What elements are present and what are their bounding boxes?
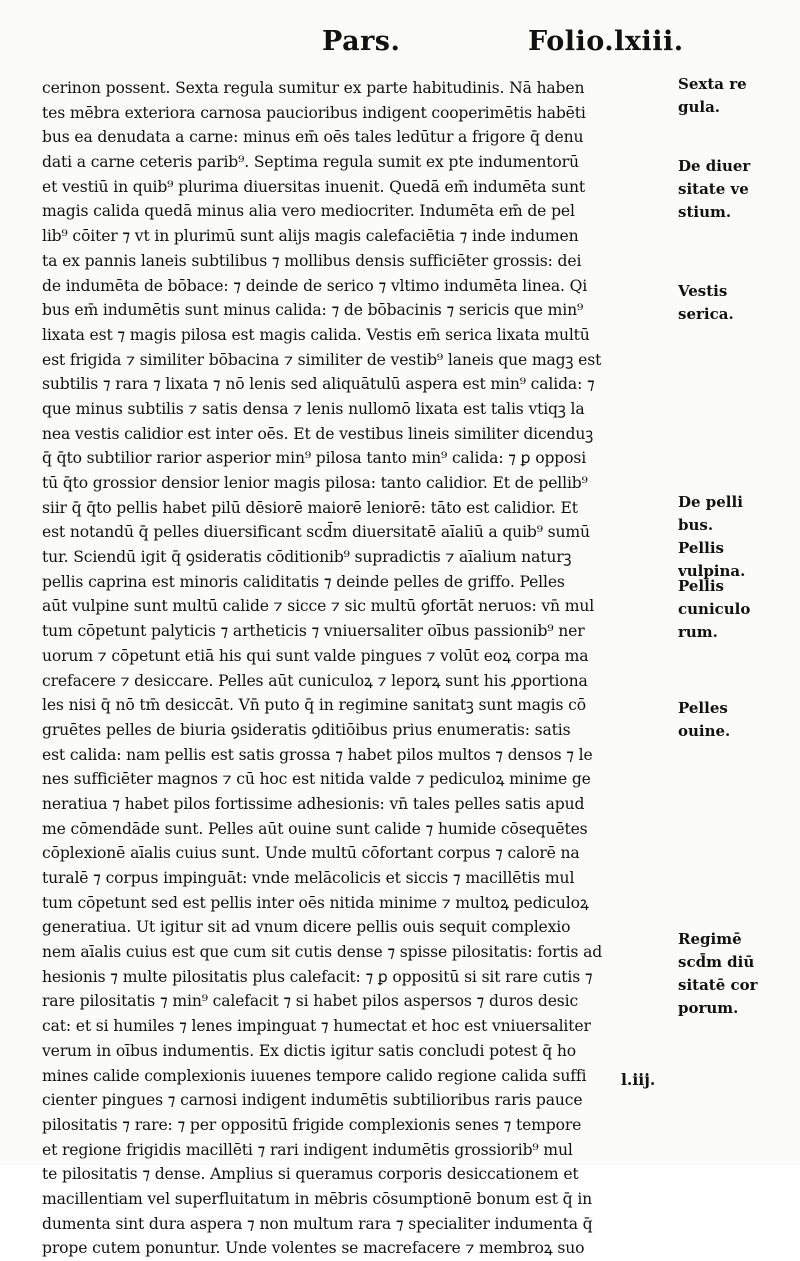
text-line: nes sufficiēter magnos ⁊ cū hoc est nitida valde ⁊ pediculoꝝ minime ge [42, 770, 591, 789]
marginalia-column [678, 0, 796, 1165]
margin-note-vestis-serica [678, 280, 796, 326]
text-line: uorum ⁊ cōpetunt etiā his qui sunt valde pingues ⁊ volūt eoꝝ corpa ma [42, 646, 589, 665]
text-line: et regione frigidis macillēti ⁊ rari indigent indumētis grossiorib⁹ mul [42, 1140, 573, 1159]
margin-note-line: ouine. [678, 722, 731, 740]
text-line: tes mēbra exteriora carnosa paucioribus indigent cooperimētis habēti [42, 103, 586, 122]
text-line: de indumēta de bōbace: ⁊ deinde de serico ⁊ vltimo indumēta linea. Qi [42, 276, 588, 295]
text-line: est calida: nam pellis est satis grossa ⁊ habet pilos multos ⁊ densos ⁊ le [42, 745, 593, 764]
margin-note-line: Vestis [678, 282, 728, 300]
margin-note-pelles-ouine [678, 697, 796, 743]
text-line: lixata est ⁊ magis pilosa est magis calida. Vestis em̄ serica lixata multū [42, 325, 590, 344]
margin-note-de-pellibus [678, 491, 796, 537]
text-line: bus em̄ indumētis sunt minus calida: ⁊ de bōbacinis ⁊ sericis que min⁹ [42, 301, 584, 320]
margin-note-line: rum. [678, 623, 718, 641]
margin-note-line: bus. [678, 516, 714, 534]
text-line: hesionis ⁊ multe pilositatis plus calefacit: ⁊ ꝑ oppositū si sit rare cutis ⁊ [42, 967, 593, 986]
body-text [42, 76, 677, 1261]
text-line: generatiua. Ut igitur sit ad vnum dicere pellis ouis sequit complexio [42, 918, 571, 937]
margin-note-line: Regimē [678, 930, 742, 948]
margin-note-line: scd̄m diū [678, 953, 755, 971]
text-line: macillentiam vel superfluitatum in mēbris cōsumptionē bonum est q̄ in [42, 1189, 593, 1208]
margin-note-line: Pelles [678, 699, 728, 717]
text-line: tum cōpetunt palyticis ⁊ artheticis ⁊ vniuersaliter oībus passionib⁹ ner [42, 622, 585, 641]
text-line: lib⁹ cōiter ⁊ vt in plurimū sunt alijs magis calefaciētia ⁊ inde indumen [42, 227, 579, 246]
text-line: tum cōpetunt sed est pellis inter oēs nitida minime ⁊ multoꝝ pediculoꝝ [42, 893, 589, 912]
text-line: pilositatis ⁊ rare: ⁊ per oppositū frigide complexionis senes ⁊ tempore [42, 1115, 582, 1134]
text-line: dati a carne ceteris parib⁹. Septima regula sumit ex pte indumentorū [42, 153, 579, 172]
text-line: que minus subtilis ⁊ satis densa ⁊ lenis nullomō lixata est talis vtiqꝫ la [42, 399, 585, 418]
text-line: cerinon possent. Sexta regula sumitur ex parte habitudinis. Nā haben [42, 79, 585, 97]
margin-note-regimen-corporum [678, 928, 796, 1020]
text-line: crefacere ⁊ desiccare. Pelles aūt cuniculoꝝ ⁊ leporꝝ sunt his ꝓportiona [42, 671, 588, 690]
margin-note-line: porum. [678, 999, 739, 1017]
text-line: ta ex pannis laneis subtilibus ⁊ mollibus densis sufficiēter grossis: dei [42, 251, 582, 270]
text-line: me cōmendāde sunt. Pelles aūt ouine sunt calide ⁊ humide cōsequētes [42, 819, 588, 838]
text-line: nea vestis calidior est inter oēs. Et de vestibus lineis similiter dicenduꝫ [42, 424, 594, 443]
text-line: rare pilositatis ⁊ min⁹ calefacit ⁊ si habet pilos aspersos ⁊ duros desic [42, 992, 579, 1011]
folio-number: Folio.lxiii. [528, 26, 684, 57]
margin-note-line: serica. [678, 305, 734, 323]
text-line: q̄ q̄to subtilior rarior asperior min⁹ pilosa tanto min⁹ calida: ⁊ ꝑ opposi [42, 449, 587, 468]
text-line: subtilis ⁊ rara ⁊ lixata ⁊ nō lenis sed aliquātulū aspera est min⁹ calida: ⁊ [42, 375, 595, 394]
text-line: siir q̄ q̄to pellis habet pilū dēsiorē maiorē leniorē: tāto est calidior. Et [42, 498, 578, 517]
text-line: turalē ⁊ corpus impinguāt: vnde melācolicis et siccis ⁊ macillētis mul [42, 869, 575, 887]
margin-note-line: De diuer [678, 157, 751, 175]
margin-note-line: vulpina. [678, 562, 746, 580]
margin-note-line: cuniculo [678, 600, 751, 618]
text-line: te pilositatis ⁊ dense. Amplius si queramus corporis desiccationem et [42, 1165, 579, 1184]
text-line: tur. Sciendū igit q̄ ꝯsideratis cōditionib⁹ supradictis ⁊ aīalium naturꝫ [42, 548, 572, 567]
text-line: cōplexionē aīalis cuius sunt. Unde multū cōfortant corpus ⁊ calorē na [42, 844, 580, 863]
margin-note-line: stium. [678, 203, 732, 221]
signature-mark: l.iij. [621, 1070, 656, 1089]
margin-note-line: gula. [678, 98, 721, 116]
margin-note-de-diuersitate-vestium [678, 155, 796, 224]
text-line: est frigida ⁊ similiter bōbacina ⁊ similiter de vestib⁹ laneis que magꝫ est [42, 350, 602, 369]
margin-note-line: Pellis [678, 539, 724, 557]
text-line: cienter pingues ⁊ carnosi indigent indumētis subtilioribus raris pauce [42, 1091, 583, 1110]
text-line: aūt vulpine sunt multū calide ⁊ sicce ⁊ sic multū ꝯfortāt neruos: vn̄ mul [42, 597, 595, 616]
margin-note-line: sitate ve [678, 180, 749, 198]
margin-note-sexta-regula [678, 73, 796, 119]
text-line: nem aīalis cuius est que cum sit cutis dense ⁊ spisse pilositatis: fortis ad [42, 943, 603, 962]
text-line: mines calide complexionis iuuenes tempore calido regione calida suffi [42, 1066, 587, 1085]
text-line: et vestiū in quib⁹ plurima diuersitas inuenit. Quedā em̄ indumēta sunt [42, 177, 586, 196]
margin-note-line: Pellis [678, 577, 724, 595]
text-line: bus ea denudata a carne: minus em̄ oēs tales ledūtur a frigore q̄ denu [42, 128, 584, 147]
margin-note-line: De pelli [678, 493, 743, 511]
text-line: tū q̄to grossior densior lenior magis pilosa: tanto calidior. Et de pellib⁹ [42, 474, 588, 492]
text-line: les nisi q̄ nō tm̄ desiccāt. Vn̄ puto q̄ in regimine sanitatꝫ sunt magis cō [42, 696, 586, 715]
margin-note-line: sitatē cor [678, 976, 758, 994]
text-line: cat: et si humiles ⁊ lenes impinguat ⁊ humectat et hoc est vniuersaliter [42, 1017, 591, 1036]
running-head: Pars. [322, 26, 401, 57]
text-line: gruētes pelles de biuria ꝯsideratis ꝯditiōibus prius enumeratis: satis [42, 720, 571, 739]
margin-note-pellis-cuniculorum [678, 575, 796, 644]
text-line: prope cutem ponuntur. Unde volentes se macrefacere ⁊ membroꝝ suo [42, 1239, 585, 1258]
text-line: dumenta sint dura aspera ⁊ non multum rara ⁊ specialiter indumenta q̄ [42, 1214, 593, 1233]
text-line: verum in oībus indumentis. Ex dictis igitur satis concludi potest q̄ ho [42, 1041, 576, 1060]
text-line: pellis caprina est minoris caliditatis ⁊ deinde pelles de griffo. Pelles [42, 572, 565, 591]
text-line: neratiua ⁊ habet pilos fortissime adhesionis: vn̄ tales pelles satis apud [42, 794, 585, 813]
margin-note-line: Sexta re [678, 75, 747, 93]
text-line: magis calida quedā minus alia vero mediocriter. Indumēta em̄ de pel [42, 202, 575, 221]
text-line: est notandū q̄ pelles diuersificant scd̄m diuersitatē aīaliū a quib⁹ sumū [42, 523, 590, 542]
